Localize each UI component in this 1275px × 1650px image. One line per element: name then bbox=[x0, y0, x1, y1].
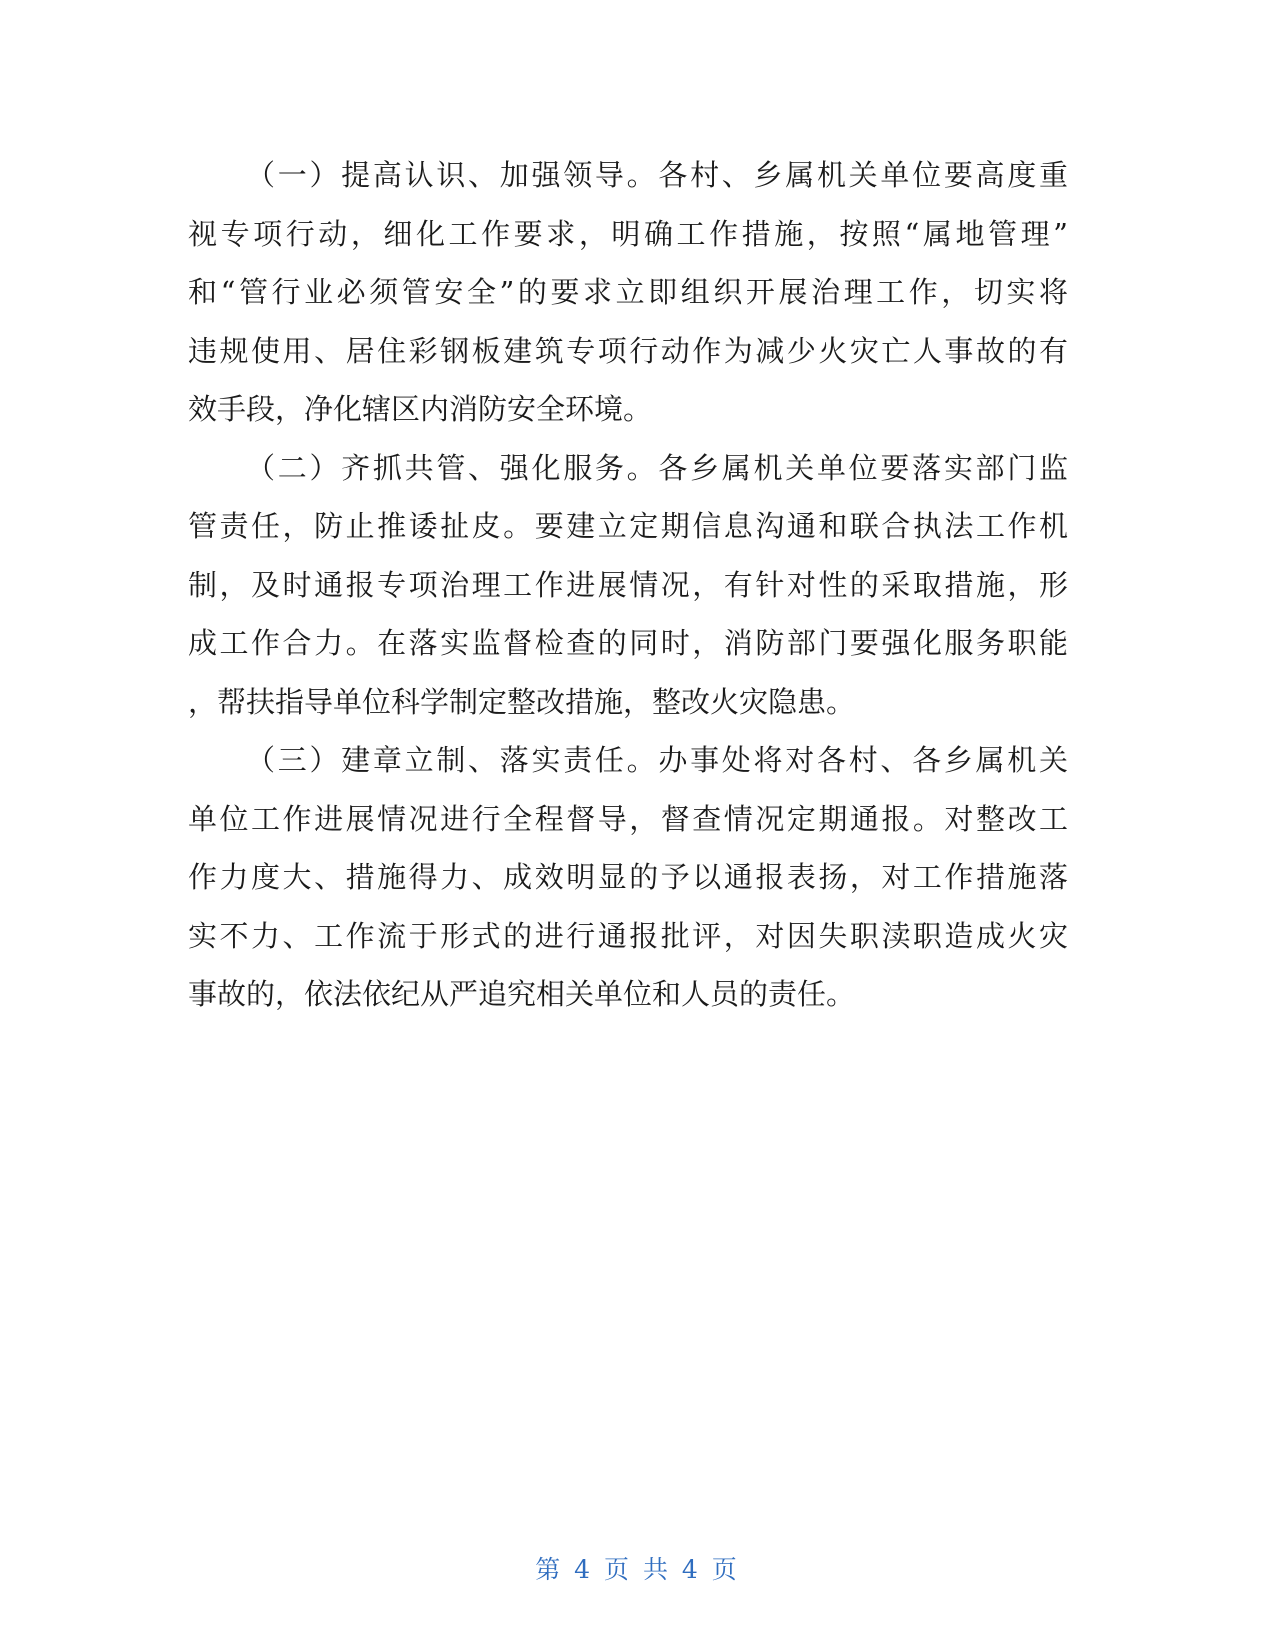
paragraph-line: 单位工作进展情况进行全程督导，督查情况定期通报。对整改工 bbox=[188, 801, 1068, 836]
paragraph-line: 实不力、工作流于形式的进行通报批评，对因失职渎职造成火灾 bbox=[188, 918, 1068, 953]
paragraph-line: 和“管行业必须管安全”的要求立即组织开展治理工作，切实将 bbox=[188, 275, 1068, 309]
paragraph-3 bbox=[188, 731, 1068, 1024]
paragraph-line: 成工作合力。在落实监督检查的同时，消防部门要强化服务职能 bbox=[188, 626, 1068, 660]
paragraph-line: 效手段，净化辖区内消防安全环境。 bbox=[188, 392, 653, 426]
paragraph-2 bbox=[188, 439, 1068, 732]
document-body bbox=[188, 146, 1068, 1024]
paragraph-line: ，帮扶指导单位科学制定整改措施，整改火灾隐患。 bbox=[188, 684, 856, 719]
paragraph-line: （一）提高认识、加强领导。各村、乡属机关单位要高度重 bbox=[246, 158, 1068, 192]
paragraph-line: 制，及时通报专项治理工作进展情况，有针对性的采取措施，形 bbox=[188, 567, 1068, 602]
paragraph-1 bbox=[188, 146, 1068, 439]
paragraph-line: 作力度大、措施得力、成效明显的予以通报表扬，对工作措施落 bbox=[188, 860, 1068, 894]
paragraph-line: （二）齐抓共管、强化服务。各乡属机关单位要落实部门监 bbox=[246, 450, 1068, 485]
paragraph-line: 违规使用、居住彩钢板建筑专项行动作为减少火灾亡人事故的有 bbox=[188, 333, 1068, 368]
paragraph-line: 事故的，依法依纪从严追究相关单位和人员的责任。 bbox=[188, 977, 856, 1011]
page-footer bbox=[0, 1550, 1275, 1586]
paragraph-line: 视专项行动，细化工作要求，明确工作措施，按照“属地管理” bbox=[188, 216, 1068, 251]
page-number-label: 第 4 页 共 4 页 bbox=[535, 1555, 740, 1584]
paragraph-line: （三）建章立制、落实责任。办事处将对各村、各乡属机关 bbox=[246, 743, 1068, 777]
paragraph-line: 管责任，防止推诿扯皮。要建立定期信息沟通和联合执法工作机 bbox=[188, 509, 1068, 543]
